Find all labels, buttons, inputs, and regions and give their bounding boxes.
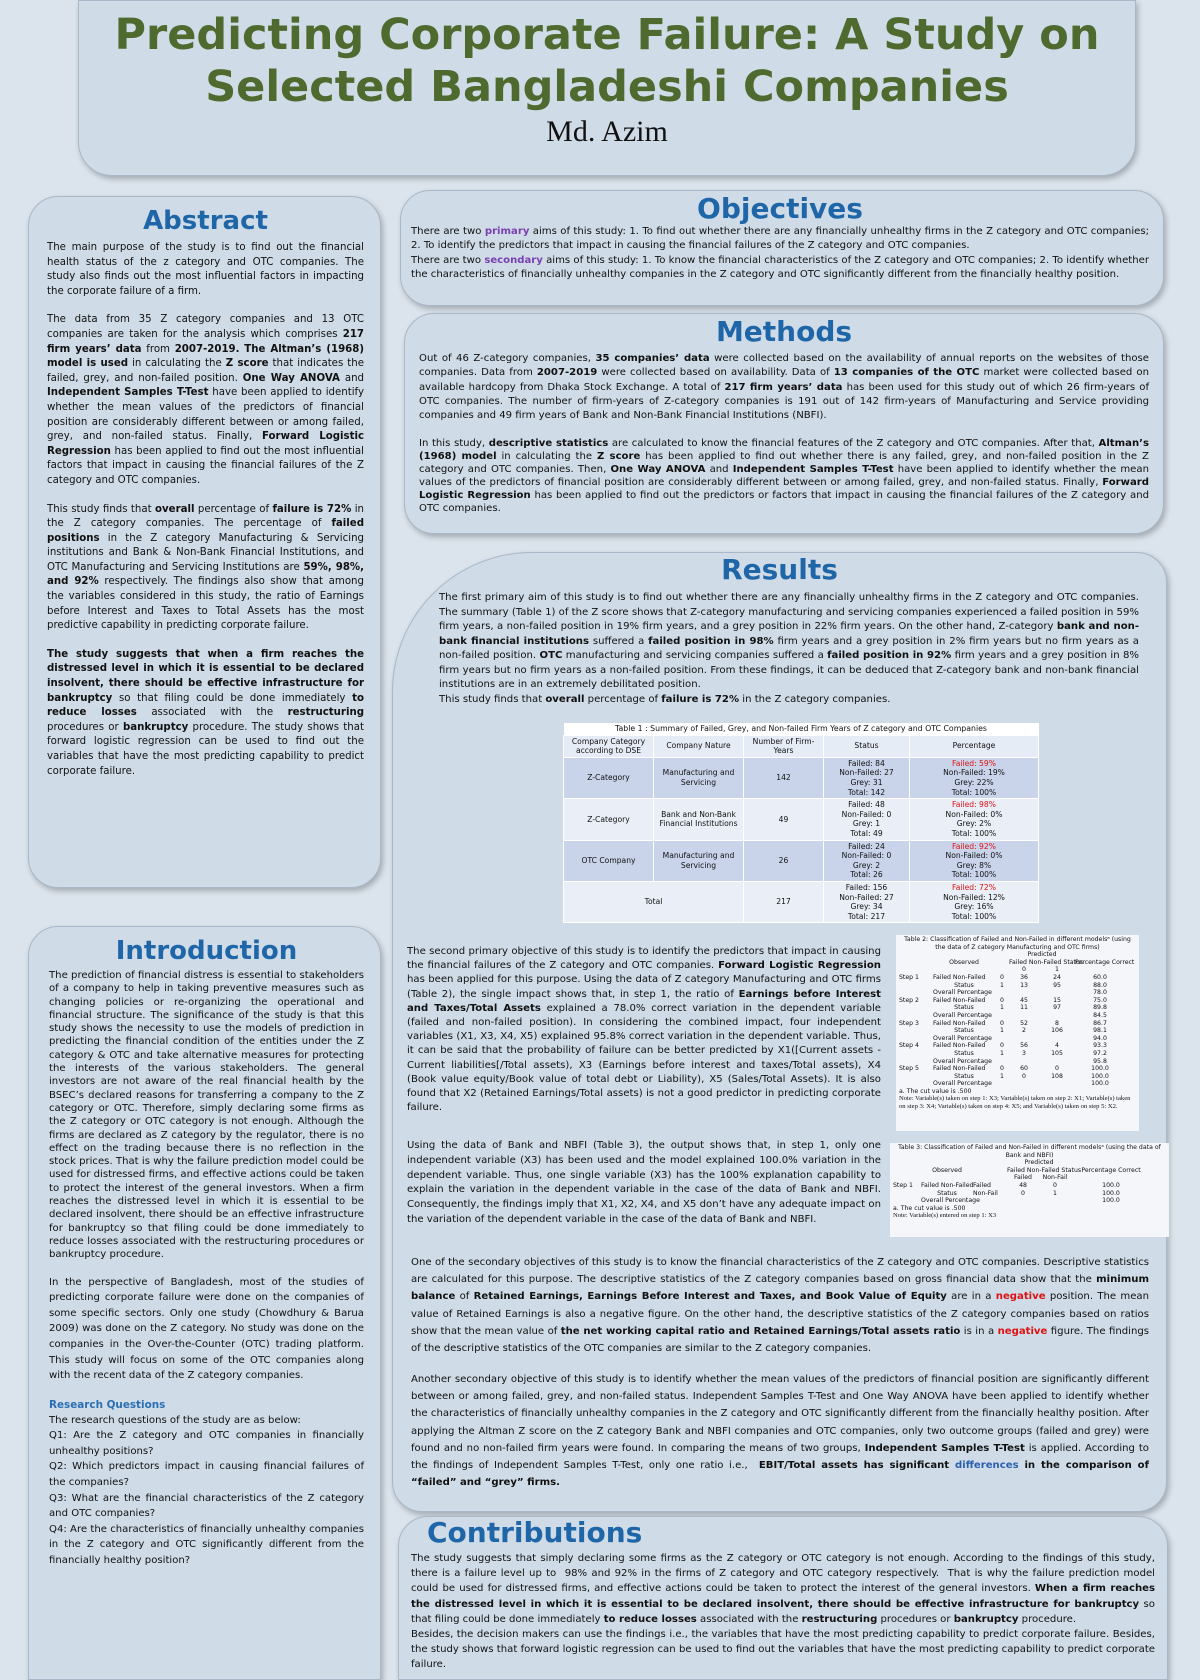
table-1-header: Status bbox=[824, 735, 910, 757]
table-2-cell bbox=[1039, 1012, 1075, 1020]
table-2-cell: 0 bbox=[1000, 1019, 1004, 1027]
table-2-cell: 60.0 bbox=[1093, 973, 1107, 981]
table-2-cell: Step 4 bbox=[899, 1042, 919, 1050]
abstract-para-2: The data from 35 Z category companies and 13 OTC companies are taken for the analysis which comprises 217 firm years’ data from 2007-2019. The Altman’s (1968) model is used in calculating the Z score that indicates the failed, grey, and non-failed position. One Way ANOVA and Independent Samples T-Test have been applied to identify whether the mean values of the predictors of financial position are considerably different between or among failed, grey, and non-failed status. Finally, Forward Logistic Regression has been applied to find out the most influential factors that impact in causing the financial failures of the Z category and OTC companies. bbox=[47, 314, 365, 486]
table-row: Total 217 Failed: 156 Non-Failed: 27 Grey: 34 Total: 217 Failed: 72% Non-Failed: 12% Grey: 16% Total: 100% bbox=[564, 881, 1039, 922]
title-panel bbox=[78, 0, 1136, 176]
table-2-cell: 1 bbox=[1000, 1004, 1004, 1012]
table-2-cell bbox=[1039, 1035, 1075, 1043]
results-para-2: The second primary objective of this study is to identify the predictors that impact in causing the financial failures of the Z category and OTC companies. Forward Logistic Regression has been applied for this purpose. Using the data of Z category Manufacturing and OTC firms (Table 2), the single impact shows that, in step 1, the ratio of Earnings before Interest and Taxes/Total Assets explained a 78.0% correct variation in the dependent variable (failed and non-failed position). In considering the combined impact, four independent variables (X1, X3, X4, X5) explained 95.8% correct variation in the dependent variable. Thus, it can be said that the probability of failure can be better predicted by X1([Current assets - Current liabilities[/Total assets), X3 (Earnings before interest and taxes/Total assets), X4 (Book value equity/Book value of total debt or Liability), X5 (Sales/Total Assets). It is also found that X2 (Retained Earnings/Total assets) is not a good predictor in predicting corporate failure. bbox=[407, 946, 882, 1114]
table-2-cell: 94.0 bbox=[1093, 1034, 1107, 1042]
table-2-cell: 86.7 bbox=[1093, 1019, 1107, 1027]
table-2-cell: Failed Non-Failed bbox=[933, 1065, 986, 1073]
table-2-cell: Step 3 bbox=[899, 1019, 919, 1027]
table-2-cell: 60 bbox=[1020, 1065, 1028, 1073]
table-2-cell: 97.2 bbox=[1093, 1049, 1107, 1057]
table-2-cell: 13 bbox=[1020, 981, 1028, 989]
table-row: OTC Company Manufacturing and Servicing 26 Failed: 24 Non-Failed: 0 Grey: 2 Total: 26 Failed: 92% Non-Failed: 0% Grey: 8% Total: 100% bbox=[564, 840, 1039, 881]
introduction-heading: Introduction bbox=[115, 936, 298, 966]
table-2-cell: 93.3 bbox=[1093, 1042, 1107, 1050]
methods-heading: Methods bbox=[715, 315, 853, 348]
table-2-cell: Failed Non-Failed bbox=[933, 973, 986, 981]
contributions-text: The study suggests that simply declaring some firms as the Z category or OTC category is not enough. According to the findings of this study, there is a failure level up to 98% and 92% in the firms of Z category and OTC category respectively. That is why the failure prediction model could be used for distressed firms, and effective actions could be taken to protect the interest of the general investors. When a firm reaches the distressed level in which it is essential to be declared insolvent, there should be effective infrastructure for bankruptcy so that filing could be done immediately to reduce losses associated with the restructuring procedures or bankruptcy procedure. Besides, the decision makers can use the findings i.e., the variables that have the most predicting capability to predict corporate failure. Besides, the study shows that forward logistic regression can be used to find out the variables that have the most predicting capability to predict corporate failure. bbox=[411, 1553, 1156, 1671]
table-2-cell: 1 bbox=[1000, 981, 1004, 989]
table-row: Z-Category Manufacturing and Servicing 142 Failed: 84 Non-Failed: 27 Grey: 31 Total: 142 Failed: 59% Non-Failed: 19% Grey: 22% Total: 100% bbox=[564, 757, 1039, 798]
results-para-4: One of the secondary objectives of this study is to know the financial characteristics of the Z category and OTC companies. Descriptive statistics are calculated for this purpose. The descriptive statistics of the Z category companies based on gross financial data show that the minimum balance of Retained Earnings, Earnings Before Interest and Taxes, and Book Value of Equity are in a negative position. The mean value of Retained Earnings is also a negative figure. On the other hand, the descriptive statistics of the Z category companies based on ratios show that the mean value of the net working capital ratio and Retained Earnings/Total assets ratio is in a negative figure. The findings of the descriptive statistics of the OTC companies are similar to the Z category companies. bbox=[411, 1257, 1150, 1355]
table-2-cell bbox=[899, 1050, 933, 1058]
abstract-para-4: The study suggests that when a firm reaches the distressed level in which it is essential to be declared insolvent, there should be effective infrastructure for bankruptcy so that filing could be done immediately to reduce losses associated with the restructuring procedures or bankruptcy procedure. The study shows that forward logistic regression can be used to find out the variables that have the most predicting capability to predict corporate failure. bbox=[47, 648, 364, 777]
table-2-cell: Status bbox=[954, 1049, 974, 1057]
table-3-caption: Table 3: Classification of Failed and Non-Failed in different modelsᵃ (using the data of Bank and NBFI) bbox=[898, 1144, 1161, 1159]
methods-para-2: In this study, descriptive statistics are calculated to know the financial features of the Z category and OTC companies. After that, Altman’s (1968) model in calculating the Z score has been applied to find out whether there is any failed, grey, and non-failed position in the Z category and OTC companies. Then, One Way ANOVA and Independent Samples T-Test have been applied to identify whether the mean values of the predictors of financial position are considerably different between or among failed, grey, and non-failed status. Finally, Forward Logistic Regression has been applied to find out the predictors or factors that impact in causing the financial failures of the Z category and OTC companies. bbox=[419, 438, 1149, 515]
table-2-cell: 0 bbox=[1022, 1072, 1026, 1080]
table-2-cell: 98.1 bbox=[1093, 1027, 1107, 1035]
table-2-cell bbox=[1039, 1080, 1075, 1088]
table-2-cell: 1 bbox=[1000, 1072, 1004, 1080]
introduction-para-2: In the perspective of Bangladesh, most of the studies of predicting corporate failure were done on the companies of some specific sectors. Only one study (Chowdhury & Barua 2009) was done on the Z category. No study was done on the companies in the Over-the-Counter (OTC) trading platform. This study will focus on some of the OTC companies along with the recent data of the Z category companies. bbox=[49, 1276, 364, 1382]
table-2-cell: 0 bbox=[1000, 1065, 1004, 1073]
abstract-para-1: The main purpose of the study is to find out the financial health status of the z category and OTC companies. The study also finds out the most influential factors in impacting the corporate failure of a firm. bbox=[47, 242, 364, 297]
table-2-cell bbox=[899, 1004, 933, 1012]
table-2-cell bbox=[899, 1035, 933, 1043]
table-2-cell: Status bbox=[954, 1027, 974, 1035]
table-2-cell bbox=[899, 1058, 933, 1066]
table-2-cell bbox=[1009, 1035, 1039, 1043]
author: Md. Azim bbox=[546, 115, 668, 148]
table-2-cell: 0 bbox=[1000, 996, 1004, 1004]
table-2-cell: 78.0 bbox=[1093, 989, 1107, 997]
table-2-cell: 108 bbox=[1051, 1072, 1063, 1080]
table-2-cell: Failed Non-Failed bbox=[933, 1019, 986, 1027]
table-2-cell bbox=[1009, 1012, 1039, 1020]
table-2-cell: Step 2 bbox=[899, 996, 919, 1004]
table-2-cell: 106 bbox=[1051, 1027, 1063, 1035]
table-2-cell bbox=[899, 989, 933, 997]
table-2-cell: 36 bbox=[1020, 973, 1028, 981]
table-2-cell: 95.8 bbox=[1093, 1057, 1107, 1065]
table-2-cell: Overall Percentage bbox=[933, 1057, 992, 1065]
table-2-cell: 3 bbox=[1022, 1049, 1026, 1057]
contributions-panel bbox=[398, 1516, 1168, 1680]
table-2-cell bbox=[899, 1073, 933, 1081]
table-2-cell bbox=[899, 1012, 933, 1020]
objectives-text: There are two primary aims of this study: 1. To find out whether there are any financially unhealthy firms in the Z category and OTC companies; 2. To identify the predictors that impact in causing the financial failures of the Z category and OTC companies. There are two secondary aims of this study: 1. To know the financial characteristics of the Z category and OTC companies; 2. To identify whether the characteristics of financially unhealthy companies in the Z category and OTC significantly different from the financially healthy position. bbox=[411, 226, 1150, 281]
table-2-cell: Step 1 bbox=[899, 973, 919, 981]
poster-title: Predicting Corporate Failure: A Study on Selected Bangladeshi Companies bbox=[114, 10, 1100, 112]
table-2-cell bbox=[1039, 1058, 1075, 1066]
table-2-cell: 100.0 bbox=[1091, 1065, 1109, 1073]
table-2-cell bbox=[1009, 989, 1039, 997]
research-questions-heading: Research Questions bbox=[49, 1398, 166, 1411]
table-2-cell: 11 bbox=[1020, 1004, 1028, 1012]
table-3: Table 3: Classification of Failed and Non-Failed in different modelsᵃ (using the data of Bank and NBFI) Predicted Observed Failed Non-Failed Status Percentage Correct Failed Non-Fail Step 1 Failed Non-Failed Failed 48 0 100.0 Status Non-Fail 0 1 100.0 Overall Percentage 100.0 a. The cut value is .500 Note: Variable(s) entered on step 1: X3 bbox=[890, 1143, 1169, 1237]
table-2-cell: 24 bbox=[1053, 973, 1061, 981]
table-1-header: Company Category according to DSE bbox=[564, 735, 654, 757]
table-2-cell bbox=[899, 1080, 933, 1088]
table-2-cell bbox=[1009, 1080, 1039, 1088]
table-2-cell bbox=[899, 982, 933, 990]
table-2-cell: 89.8 bbox=[1093, 1004, 1107, 1012]
table-2-cell: 45 bbox=[1020, 996, 1028, 1004]
results-para-3: Using the data of Bank and NBFI (Table 3), the output shows that, in step 1, only one independent variable (X3) has been used and the model explained 100.0% variation in the dependent variable. Thus, one single variable (X3) has the 100% explanation capability to explain the variation in the dependent variable in the case of the data of Bank and NBFI. Consequently, the findings imply that X1, X2, X4, and X5 don’t have any adequate impact on the variation of the dependent variable in the case of the data of Bank and NBFI. bbox=[407, 1140, 881, 1225]
table-2-cell bbox=[899, 1027, 933, 1035]
research-questions: The research questions of the study are as below: Q1: Are the Z category and OTC companies in financially unhealthy positions? Q2: Which predictors impact in causing financial failures of the companies? Q3: What are the financial characteristics of the Z category and OTC companies? Q4: Are the characteristics of financially unhealthy companies in the Z category and OTC significantly different from the financially healthy position? bbox=[49, 1414, 364, 1567]
table-2-cell: 75.0 bbox=[1093, 996, 1107, 1004]
table-2-cell: Status bbox=[954, 981, 974, 989]
table-2-caption: Table 2: Classification of Failed and Non-Failed in different modelsᵃ (using the data of Z category Manufacturing and OTC firms) bbox=[904, 936, 1131, 951]
table-2-cell: 105 bbox=[1051, 1049, 1063, 1057]
table-2-cell: 8 bbox=[1055, 1019, 1059, 1027]
objectives-panel bbox=[400, 190, 1164, 306]
table-2-cell: 0 bbox=[1000, 973, 1004, 981]
introduction-panel bbox=[28, 926, 381, 1680]
methods-para-1: Out of 46 Z-category companies, 35 companies’ data were collected based on the availability of annual reports on the websites of those companies. Data from 2007-2019 were collected based on availability. Data of 13 companies of the OTC market were collected based on available hardcopy from Dhaka Stock Exchange. A total of 217 firm years’ data has been used for this study out of which 26 firm-years of OTC companies. The number of firm-years of Z-category companies is 191 out of 142 firm-years of Manufacturing and Service providing companies and 49 firm years of Bank and Non-Bank Financial Institutions (NBFI). bbox=[419, 353, 1149, 422]
table-2-cell: 97 bbox=[1053, 1004, 1061, 1012]
results-heading: Results bbox=[721, 553, 838, 586]
objectives-heading: Objectives bbox=[697, 192, 863, 225]
table-2-cell: 4 bbox=[1055, 1042, 1059, 1050]
methods-panel bbox=[404, 313, 1164, 534]
table-1-header: Number of Firm-Years bbox=[744, 735, 824, 757]
table-2-cell: Failed Non-Failed bbox=[933, 1042, 986, 1050]
table-2-cell: 88.0 bbox=[1093, 981, 1107, 989]
table-1-caption: Table 1 : Summary of Failed, Grey, and Non-failed Firm Years of Z category and OTC Companies bbox=[564, 723, 1039, 735]
table-2-cell: 95 bbox=[1053, 981, 1061, 989]
table-1 bbox=[563, 723, 1039, 923]
table-2-cell: 56 bbox=[1020, 1042, 1028, 1050]
table-2-cell bbox=[1009, 1058, 1039, 1066]
table-2-cell: 100.0 bbox=[1091, 1072, 1109, 1080]
table-2-cell: Overall Percentage bbox=[933, 1011, 992, 1019]
table-2: Table 2: Classification of Failed and Non-Failed in different modelsᵃ (using the data of Z category Manufacturing and OTC firms) Predicted Observed Failed Non-Failed Status Percentage Correct 0 1 Step 1 Failed Non-Failed 0 36 24 60.0 Status 1 13 95 88.0 Overall Percentage 78.0 Step 2 Failed Non-Failed 0 45 15 75.0 Status 1 11 97 89.8 Overall Percentage 84.5 Step 3 Failed Non-Failed 0 52 8 86.7 Status 1 2 106 98.1 Overall Percentage 94.0 Step 4 Failed Non-Failed 0 56 4 93.3 Status 1 3 105 97.2 Overall Percentage 95.8 Step 5 Failed Non-Failed 0 60 0 100.0 Status 1 0 108 100.0 Overall Percentage 100.0 a. The cut value is .500 Note: Variable(s) taken on step 1: X3; Variable(s) taken on step 2: X1; Variable(s) taken on step 3: X4; Variable(s) taken on step 4: X5; and Variable(s) taken on step 5: X2. bbox=[896, 935, 1139, 1131]
abstract-heading: Abstract bbox=[143, 206, 268, 236]
table-2-cell: Overall Percentage bbox=[933, 1080, 992, 1088]
results-para-5: Another secondary objective of this study is to identify whether the mean values of the predictors of financial position are significantly different between or among failed, grey, and non-failed status. Independent Samples T-Test and One Way ANOVA have been applied to identify whether the characteristics of financially unhealthy companies in the Z category and OTC significantly different from the financially healthy position. After applying the Altman Z score on the Z category Bank and NBFI companies and OTC companies, only two outcome groups (failed and grey) were found and no non-failed firm years were found. In comparing the means of two groups, Independent Samples T-Test is applied. According to the findings of Independent Samples T-Test, only one ratio i.e., EBIT/Total assets has significant differences in the comparison of “failed” and “grey” firms. bbox=[411, 1374, 1149, 1489]
introduction-para-1: The prediction of financial distress is essential to stakeholders of a company to help in taking preventive measures such as changing policies or re-organizing the operational and financial structure. The significance of the study is that this study shows the necessity to use the models of prediction in predicting the financial condition of the entities under the Z category & OTC and take alternative measures for protecting the interests of the various stakeholders. The general investors are not aware of the real financial health by the BSEC’s declared reasons for transferring a company to the Z category or OTC. Therefore, simply declaring some firms as the Z category or OTC category is not enough. Although the firms are declared as Z category by the regulator, there is no effect on the trading because there is no reflection in the stock prices. That is why the failure prediction model could be used for distressed firms, and effective actions could be taken to protect the interest of the general investors. When a firm reaches the distressed level in which it is essential to be declared insolvent, there should be an effective infrastructure for bankruptcy so that filing could be done immediately to reduce losses associated with the restructuring procedures or bankruptcy procedure. bbox=[49, 970, 364, 1261]
table-2-cell: 52 bbox=[1020, 1019, 1028, 1027]
table-2-cell: 100.0 bbox=[1091, 1080, 1109, 1088]
table-2-cell: Step 5 bbox=[899, 1065, 919, 1073]
table-2-cell: 84.5 bbox=[1093, 1011, 1107, 1019]
table-2-cell: 15 bbox=[1053, 996, 1061, 1004]
table-2-cell: Status bbox=[954, 1004, 974, 1012]
table-row: Z-Category Bank and Non-Bank Financial Institutions 49 Failed: 48 Non-Failed: 0 Grey: 1 Total: 49 Failed: 98% Non-Failed: 0% Grey: 2% Total: 100% bbox=[564, 799, 1039, 840]
table-2-cell: Overall Percentage bbox=[933, 1034, 992, 1042]
table-2-cell: 0 bbox=[1000, 1042, 1004, 1050]
abstract-para-3: This study finds that overall percentage of failure is 72% in the Z category companies. The percentage of failed positions in the Z category Manufacturing & Servicing institutions and Bank & Non-Bank Financial Institutions, and OTC Manufacturing and Servicing Institutions are 59%, 98%, and 92% respectively. The findings also show that among the variables considered in this study, the ratio of Earnings before Interest and Taxes to Total Assets has the most predictive capability in predicting corporate failure. bbox=[47, 503, 364, 632]
results-para-1: The first primary aim of this study is to find out whether there are any financially unhealthy firms in the Z category and OTC companies. The summary (Table 1) of the Z score shows that Z-category manufacturing and servicing companies experienced a failed position in 59% firm years, a non-failed position in 19% firm years, and a grey position in 22% firm years. On the other hand, Z-category bank and non-bank financial institutions suffered a failed position in 98% firm years and a grey position in 2% firm years but no firm years as a non-failed position. OTC manufacturing and servicing companies suffered a failed position in 92% firm years and a grey position in 8% firm years but no firm years as a non-failed position. From these findings, it can be deduced that Z-category bank and non-bank financial institutions are in an extremely debilitated position. This study finds that overall percentage of failure is 72% in the Z category companies. bbox=[439, 592, 1140, 705]
table-2-cell: 2 bbox=[1022, 1027, 1026, 1035]
table-1-header: Percentage bbox=[910, 735, 1039, 757]
table-2-cell: 1 bbox=[1000, 1049, 1004, 1057]
table-1-header: Company Nature bbox=[654, 735, 744, 757]
table-2-cell: 0 bbox=[1055, 1065, 1059, 1073]
table-2-cell: Overall Percentage bbox=[933, 989, 992, 997]
table-2-cell: Status bbox=[954, 1072, 974, 1080]
table-2-cell bbox=[1039, 989, 1075, 997]
contributions-heading: Contributions bbox=[427, 1516, 643, 1549]
table-2-cell: 1 bbox=[1000, 1027, 1004, 1035]
table-2-cell: Failed Non-Failed bbox=[933, 996, 986, 1004]
abstract-panel bbox=[28, 196, 381, 888]
